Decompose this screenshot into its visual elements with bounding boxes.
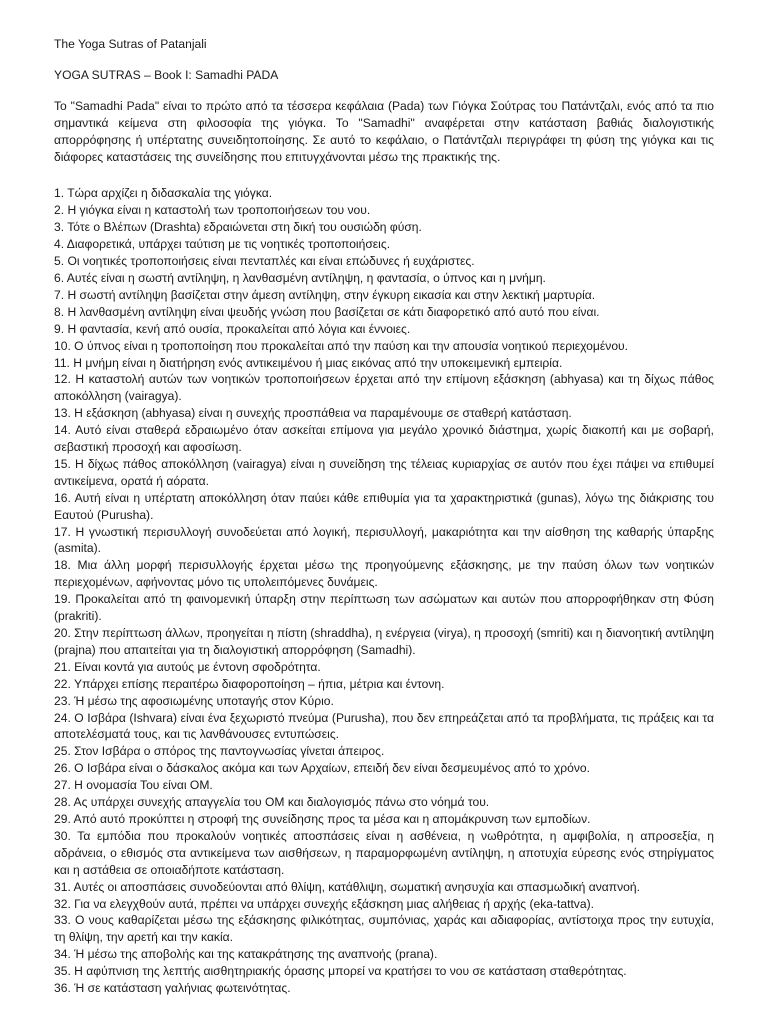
- sutra-item: 26. Ο Ισβάρα είναι ο δάσκαλος ακόμα και των Αρχαίων, επειδή δεν είναι δεσμευμένος από το χρόνο.: [54, 761, 590, 776]
- sutra-item: 16. Αυτή είναι η υπέρτατη αποκόλληση όταν παύει κάθε επιθυμία για τα χαρακτηριστικά (gunas), λόγω της διάκρισης του Εαυτού (Purusha).: [54, 490, 714, 522]
- document-title: The Yoga Sutras of Patanjali: [54, 37, 207, 51]
- sutra-item: 34. Ή μέσω της αποβολής και της κατακράτησης της αναπνοής (prana).: [54, 947, 438, 962]
- sutra-item: 2. Η γιόγκα είναι η καταστολή των τροποποιήσεων του νου.: [54, 203, 371, 218]
- sutra-item: 8. Η λανθασμένη αντίληψη είναι ψευδής γνώση που βασίζεται σε κάτι διαφορετικό από αυτό που είναι.: [54, 304, 600, 319]
- sutra-item: 15. Η δίχως πάθος αποκόλληση (vairagya) είναι η συνείδηση της τέλειας κυριαρχίας σε αυτόν που έχει πάψει να επιθυμεί αντικείμενα, ορατά ή αόρατα.: [54, 456, 714, 488]
- sutra-item: 25. Στον Ισβάρα ο σπόρος της παντογνωσίας γίνεται άπειρος.: [54, 744, 385, 759]
- sutra-item: 3. Τότε ο Βλέπων (Drashta) εδραιώνεται στη δική του ουσιώδη φύση.: [54, 220, 422, 235]
- sutra-item: 19. Προκαλείται από τη φαινομενική ύπαρξη στην περίπτωση των ασώματων και αυτών που απορροφήθηκαν στη Φύση (prakriti).: [54, 592, 714, 624]
- sutra-item: 24. Ο Ισβάρα (Ishvara) είναι ένα ξεχωριστό πνεύμα (Purusha), που δεν επηρεάζεται από τα προβλήματα, τις πράξεις και τα αποτελέσματά τους, και τις λανθάνουσες εντυπώσεις.: [54, 710, 714, 742]
- intro-paragraph: Το "Samadhi Pada" είναι το πρώτο από τα τέσσερα κεφάλαια (Pada) των Γιόγκα Σούτρας του Πατάντζαλι, ενός από τα πιο σημαντικά κείμενα στη φιλοσοφία της γιόγκα. Το "Samadhi" αναφέρεται στην κατάσταση βαθιάς διαλογιστικής απορρόφησης ή υπέρτατης συνειδητοποίησης. Σε αυτό το κεφάλαιο, ο Πατάντζαλι περιγράφει τη φύση της γιόγκα και τις διάφορες καταστάσεις της συνείδησης που επιτυγχάνονται μέσω της πρακτικής της.: [54, 98, 714, 164]
- sutra-item: 32. Για να ελεγχθούν αυτά, πρέπει να υπάρχει συνεχής εξάσκηση μιας αλήθειας ή αρχής (eka-tattva).: [54, 896, 594, 911]
- sutra-item: 30. Τα εμπόδια που προκαλούν νοητικές αποσπάσεις είναι η ασθένεια, η νωθρότητα, η αμφιβολία, η απροσεξία, η αδράνεια, ο εθισμός στα αντικείμενα των αισθήσεων, η παραμορφωμένη αντίληψη, η αποτυχία εύρεσης ενός στηρίγματος και η αστάθεια σε οποιαδήποτε κατάσταση.: [54, 828, 714, 877]
- sutra-item: 10. Ο ύπνος είναι η τροποποίηση που προκαλείται από την παύση και την απουσία νοητικού περιεχομένου.: [54, 338, 629, 353]
- sutra-item: 35. Η αφύπνιση της λεπτής αισθητηριακής όρασης μπορεί να κρατήσει το νου σε κατάσταση σταθερότητας.: [54, 964, 627, 979]
- document-subtitle: YOGA SUTRAS – Book I: Samadhi PADA: [54, 67, 279, 82]
- sutra-item: 7. Η σωστή αντίληψη βασίζεται στην άμεση αντίληψη, στην έγκυρη εικασία και στην λεκτική μαρτυρία.: [54, 287, 596, 302]
- sutra-item: 36. Ή σε κατάσταση γαλήνιας φωτεινότητας.: [54, 981, 291, 996]
- sutra-item: 9. Η φαντασία, κενή από ουσία, προκαλείται από λόγια και έννοιες.: [54, 321, 411, 336]
- sutra-item: 11. Η μνήμη είναι η διατήρηση ενός αντικειμένου ή μιας εικόνας από την υποκειμενική εμπειρία.: [54, 355, 563, 370]
- sutra-item: 1. Τώρα αρχίζει η διδασκαλία της γιόγκα.: [54, 186, 273, 201]
- sutra-item: 20. Στην περίπτωση άλλων, προηγείται η πίστη (shraddha), η ενέργεια (virya), η προσοχή (smriti) και η διανοητική αντίληψη (prajna) που απαιτείται για τη διαλογιστική απορρόφηση (Samadhi).: [54, 626, 714, 657]
- sutra-item: 31. Αυτές οι αποσπάσεις συνοδεύονται από θλίψη, κατάθλιψη, σωματική ανησυχία και σπασμωδική αναπνοή.: [54, 879, 640, 894]
- sutra-item: 23. Ή μέσω της αφοσιωμένης υποταγής στον Κύριο.: [54, 693, 334, 708]
- sutra-item: 22. Υπάρχει επίσης περαιτέρω διαφοροποίηση – ήπια, μέτρια και έντονη.: [54, 676, 445, 691]
- sutra-item: 21. Είναι κοντά για αυτούς με έντονη σφοδρότητα.: [54, 659, 321, 674]
- sutra-item: 18. Μια άλλη μορφή περισυλλογής έρχεται μέσω της προηγούμενης εξάσκησης, με την παύση όλων των νοητικών περιεχομένων, αφήνοντας μόνο τις υπολειπόμενες δυνάμεις.: [54, 558, 714, 590]
- sutra-item: 5. Οι νοητικές τροποποιήσεις είναι πενταπλές και είναι επώδυνες ή ευχάριστες.: [54, 254, 475, 269]
- sutra-item: 27. Η ονομασία Του είναι ΟΜ.: [54, 778, 213, 793]
- sutra-item: 28. Ας υπάρχει συνεχής απαγγελία του ΟΜ και διαλογισμός πάνω στο νόημά του.: [54, 795, 490, 810]
- sutra-item: 33. Ο νους καθαρίζεται μέσω της εξάσκησης φιλικότητας, συμπόνιας, χαράς και αδιαφορίας, αντίστοιχα προς την ευτυχία, τη θλίψη, την αρετή και την κακία.: [54, 913, 714, 945]
- sutra-item: 4. Διαφορετικά, υπάρχει ταύτιση με τις νοητικές τροποποιήσεις.: [54, 237, 391, 252]
- sutra-item: 29. Από αυτό προκύπτει η στροφή της συνείδησης προς τα μέσα και η απομάκρυνση των εμποδίων.: [54, 811, 591, 826]
- sutra-item: 6. Αυτές είναι η σωστή αντίληψη, η λανθασμένη αντίληψη, η φαντασία, ο ύπνος και η μνήμη.: [54, 270, 546, 285]
- sutra-item: 12. Η καταστολή αυτών των νοητικών τροποποιήσεων έρχεται από την επίμονη εξάσκηση (abhyasa) και τη δίχως πάθος αποκόλληση (vairagya).: [54, 372, 714, 404]
- sutra-list: [54, 185, 714, 997]
- sutra-item: 17. Η γνωστική περισυλλογή συνοδεύεται από λογική, περισυλλογή, μακαριότητα και την αίσθηση της καθαρής ύπαρξης (asmita).: [54, 524, 714, 556]
- sutra-item: 14. Αυτό είναι σταθερά εδραιωμένο όταν ασκείται επίμονα για μεγάλο χρονικό διάστημα, χωρίς διακοπή και με σοβαρή, σεβαστική προσοχή και αφοσίωση.: [54, 423, 714, 455]
- sutra-item: 13. Η εξάσκηση (abhyasa) είναι η συνεχής προσπάθεια να παραμένουμε σε σταθερή κατάσταση.: [54, 406, 572, 421]
